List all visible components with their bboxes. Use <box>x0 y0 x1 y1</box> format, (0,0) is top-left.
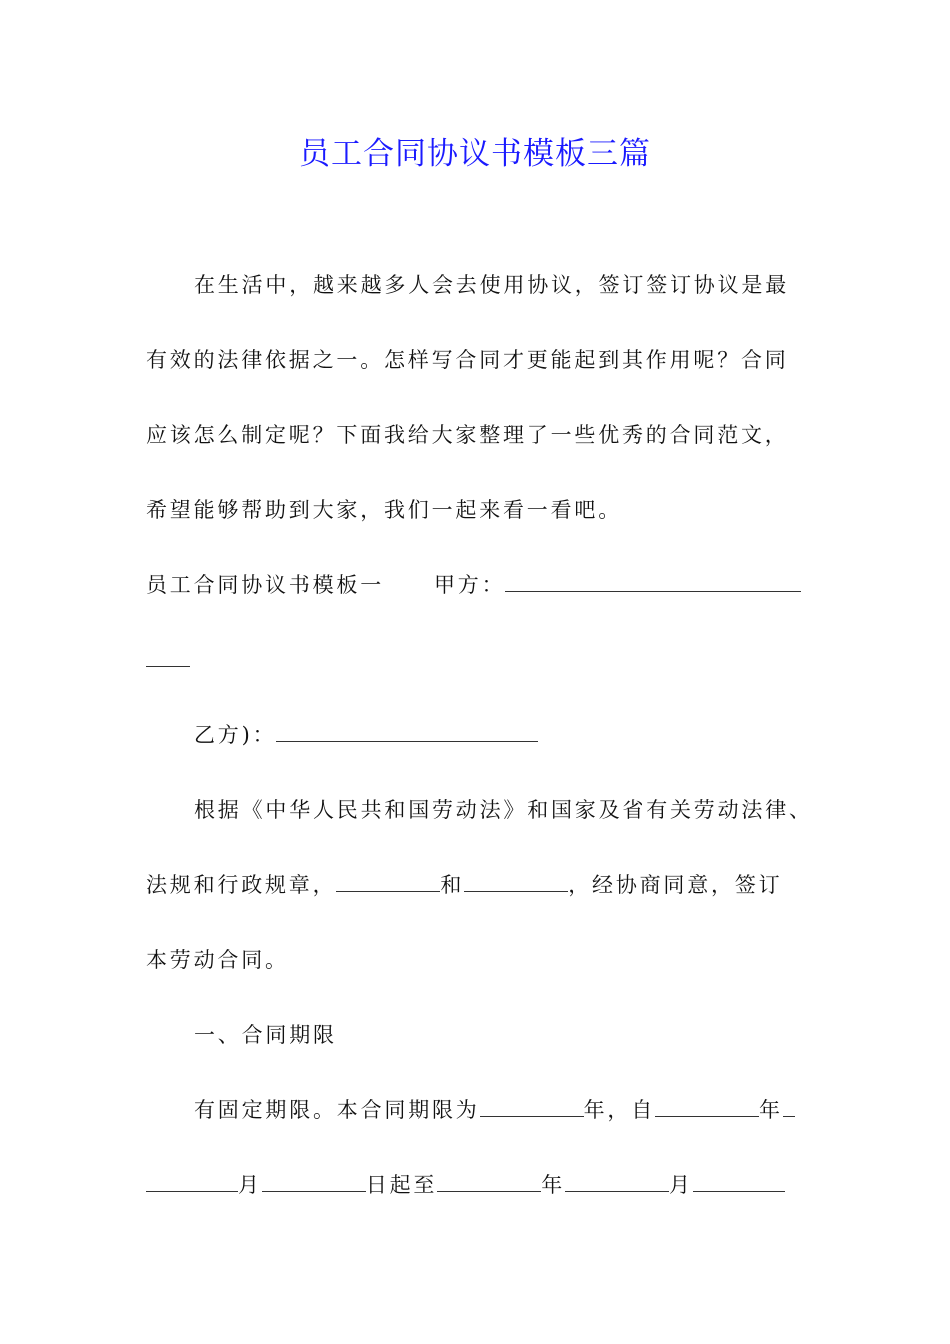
intro-line-2: 有效的法律依据之一。怎样写合同才更能起到其作用呢？合同 <box>146 348 789 372</box>
document-title: 员工合同协议书模板三篇 <box>299 136 651 172</box>
intro-line-4: 希望能够帮助到大家，我们一起来看一看吧。 <box>146 498 622 522</box>
party-a-label: 甲方： <box>434 573 506 597</box>
end-year-blank <box>437 1171 541 1192</box>
employee-blank <box>464 871 568 892</box>
party-b-blank <box>276 721 538 742</box>
fixed-term-text: 有固定期限。本合同期限为 <box>194 1098 480 1122</box>
end-month-text: 月 <box>669 1173 693 1197</box>
start-day-blank <box>262 1171 366 1192</box>
party-a-blank-continued <box>146 645 190 675</box>
intro-line-3: 应该怎么制定呢？下面我给大家整理了一些优秀的合同范文， <box>146 423 789 447</box>
fixed-term-line <box>194 1095 795 1125</box>
term-years-blank <box>480 1096 584 1117</box>
basis-text-a: 法规和行政规章， <box>146 873 337 897</box>
basis-line-3: 本劳动合同。 <box>146 948 289 972</box>
month-text: 月 <box>238 1173 262 1197</box>
party-b-label: 乙方)： <box>194 723 277 747</box>
end-year-text: 年 <box>541 1173 566 1197</box>
start-month-blank <box>146 1171 238 1192</box>
section-1-heading: 一、合同期限 <box>194 1023 337 1047</box>
intro-line-1: 在生活中，越来越多人会去使用协议，签订签订协议是最 <box>194 273 789 297</box>
party-a-blank-end <box>146 646 190 667</box>
term-from-text: 年，自 <box>583 1098 656 1122</box>
basis-line-2 <box>146 870 782 900</box>
start-year-blank <box>655 1096 759 1117</box>
template-heading: 员工合同协议书模板一 <box>146 573 384 597</box>
day-to-text: 日起至 <box>365 1173 438 1197</box>
basis-line-1: 根据《中华人民共和国劳动法》和国家及省有关劳动法律、 <box>194 798 813 822</box>
party-a-blank <box>505 571 801 592</box>
party-b-row <box>194 720 538 750</box>
start-year-text: 年 <box>759 1098 783 1122</box>
party-a-row <box>146 570 801 600</box>
employer-blank <box>336 871 440 892</box>
end-day-blank <box>693 1171 785 1192</box>
end-month-blank <box>565 1171 669 1192</box>
basis-text-and: 和 <box>440 873 465 897</box>
start-month-blank-start <box>783 1096 795 1117</box>
basis-text-c: ，经协商同意，签订 <box>568 873 783 897</box>
date-range-line <box>146 1170 785 1200</box>
